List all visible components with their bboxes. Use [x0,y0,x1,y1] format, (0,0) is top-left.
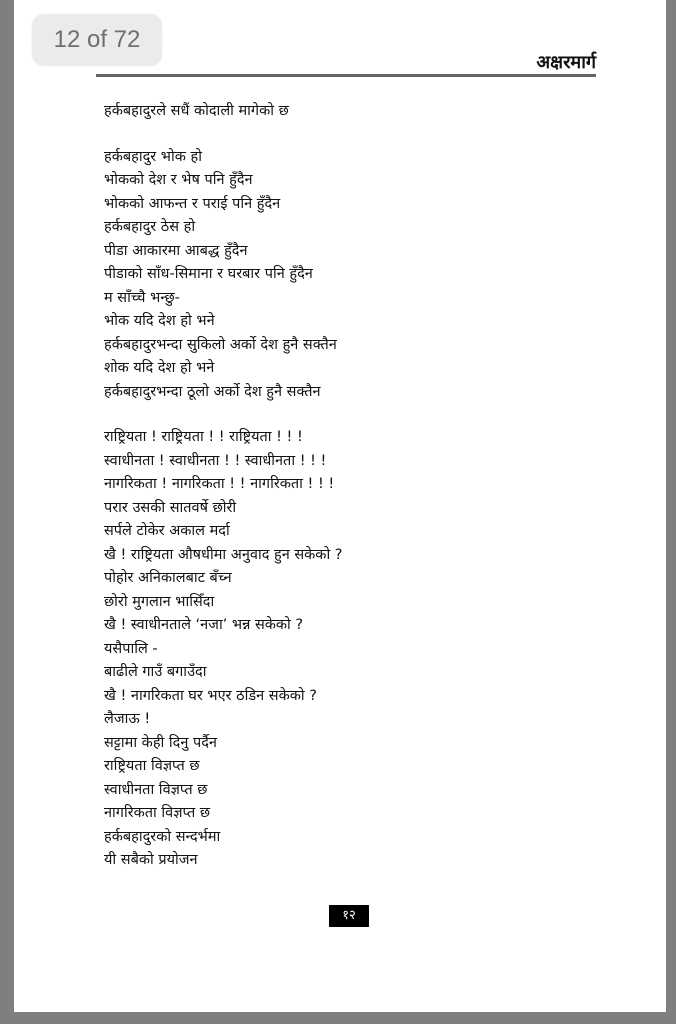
poem-line: हर्कबहादुरले सधैं कोदाली मागेको छ [104,103,289,119]
stanza [104,146,564,405]
poem-line: पीडा आकारमा आबद्ध हुँदैन [104,242,248,259]
poem-line: पीडाको साँध-सिमाना र घरबार पनि हुँदैन [104,266,313,282]
poem-line: खै ! स्वाधीनताले ‘नजा’ भन्न सकेको ? [104,617,304,633]
poem-line: खै ! नागरिकता घर भएर ठडिन सकेको ? [104,687,317,704]
poem-line: हर्कबहादुरभन्दा ठूलो अर्को देश हुनै सक्तैन [104,383,321,400]
poem-line: सट्टामा केही दिनु पर्दैन [104,734,217,751]
poem-line: म साँच्चै भन्छु- [104,289,180,306]
stanza [104,426,564,873]
poem-line: पोहोर अनिकालबाट बँच्न [104,570,232,586]
poem-body [104,100,564,895]
poem-line: शोक यदि देश हो भने [104,360,215,376]
poem-line: यी सबैको प्रयोजन [104,852,198,868]
poem-line: राष्ट्रियता ! राष्ट्रियता ! ! राष्ट्रियता ! ! ! [104,429,303,445]
poem-line: भोकको देश र भेष पनि हुँदैन [104,172,253,188]
poem-line: भोक यदि देश हो भने [104,313,215,329]
page-number: १२ [329,905,369,927]
poem-line: बाढीले गाउँ बगाउँदा [104,664,207,680]
poem-line: स्वाधीनता विज्ञप्त छ [104,781,208,798]
poem-line: सर्पले टोकेर अकाल मर्दा [104,523,230,539]
poem-line: हर्कबहादुर भोक हो [104,148,202,165]
page-counter-badge: 12 of 72 [32,14,162,66]
poem-line: हर्कबहादुर ठेस हो [104,219,196,235]
poem-line: लैजाऊ ! [104,711,151,727]
poem-line: खै ! राष्ट्रियता औषधीमा अनुवाद हुन सकेको ? [104,546,343,563]
poem-line: हर्कबहादुरभन्दा सुकिलो अर्को देश हुनै सक्तैन [104,336,337,353]
poem-line: स्वाधीनता ! स्वाधीनता ! ! स्वाधीनता ! ! ! [104,452,327,469]
running-header-title: अक्षरमार्ग [536,52,596,73]
poem-line: नागरिकता विज्ञप्त छ [104,805,211,821]
poem-line: राष्ट्रियता विज्ञप्त छ [104,758,200,774]
poem-line: परार उसकी सातवर्षे छोरी [104,499,237,516]
poem-line: नागरिकता ! नागरिकता ! ! नागरिकता ! ! ! [104,476,335,492]
poem-line: हर्कबहादुरको सन्दर्भमा [104,828,221,845]
poem-line: यसैपालि - [104,640,158,657]
poem-line: छोरो मुगलान भासिँदा [104,593,215,610]
poem-line: भोकको आफन्त र पराई पनि हुँदैन [104,195,281,212]
stanza [104,100,564,124]
header-rule [96,74,596,77]
